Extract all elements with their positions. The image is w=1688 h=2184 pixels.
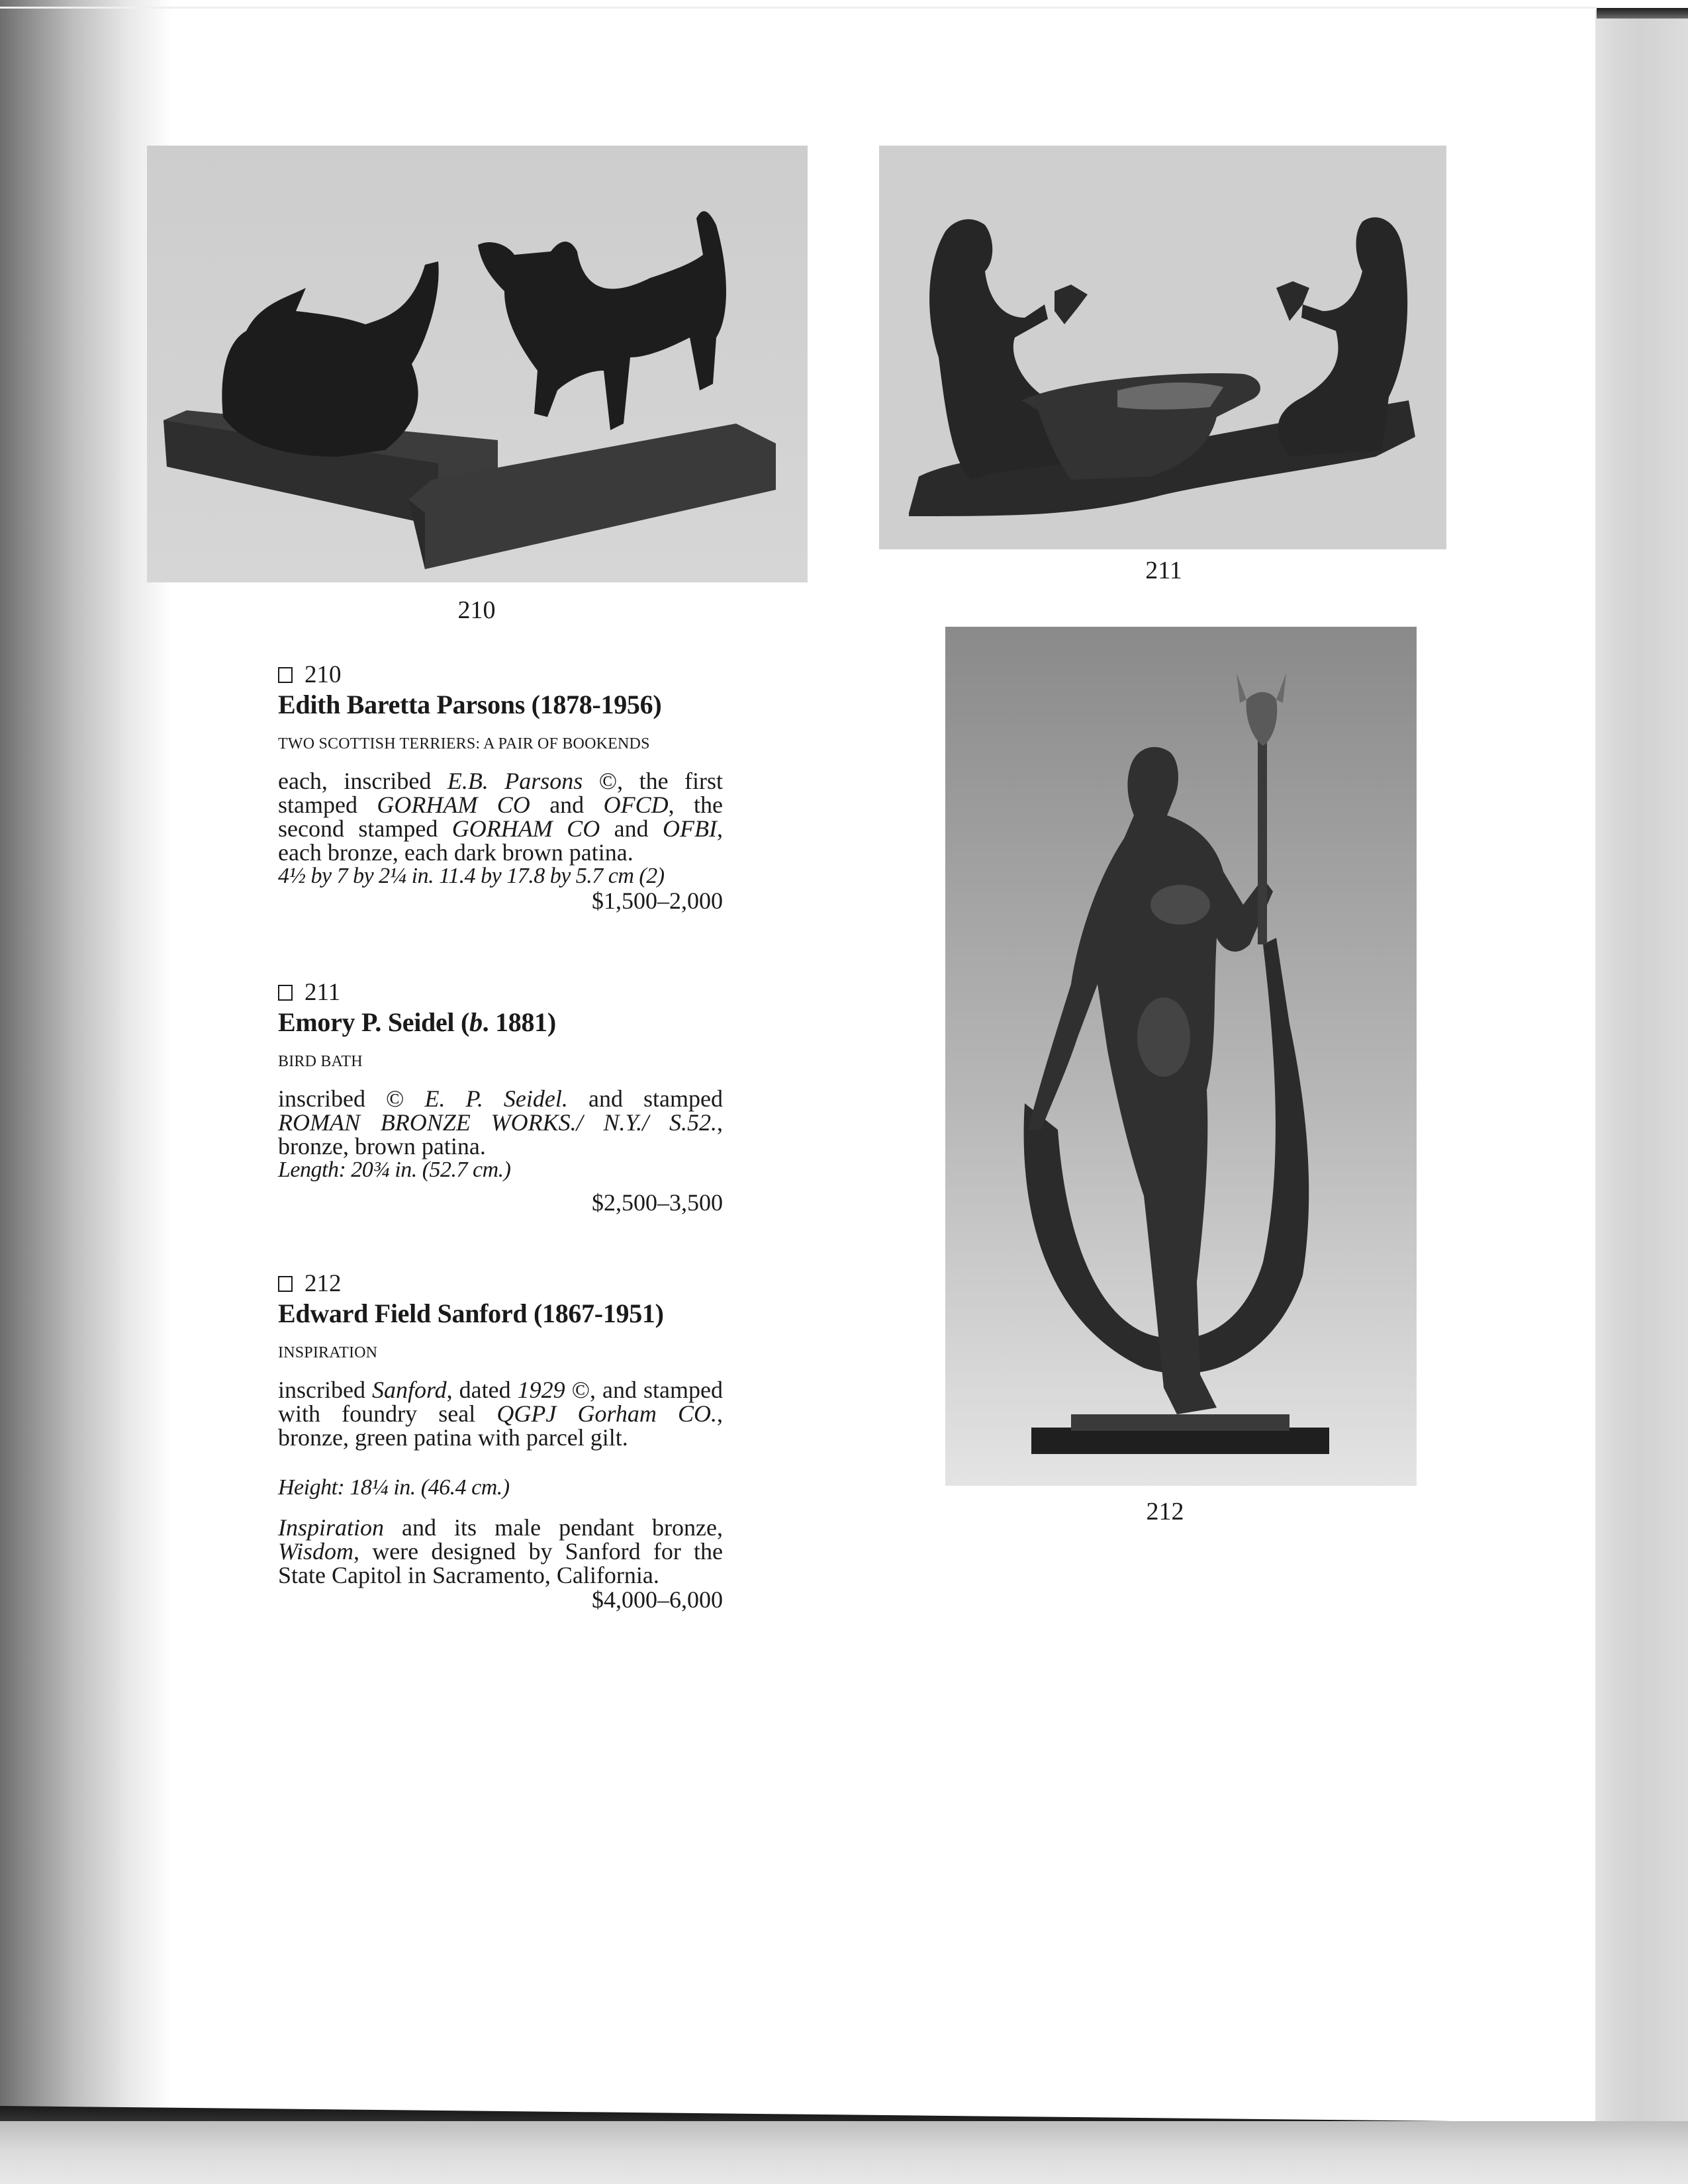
desc-inscription: Sanford [371, 1377, 447, 1403]
scan-shadow-bottom [0, 2121, 1688, 2184]
desc-text: ©, the first stamped [278, 768, 724, 818]
lot-dimensions: 4½ by 7 by 2¼ in. 11.4 by 17.8 by 5.7 cm (2) [278, 864, 665, 888]
lot-description [278, 1378, 723, 1449]
lot-description [278, 1087, 723, 1158]
artist-born-prefix: b [469, 1007, 483, 1037]
artist-name-text: Emory P. Seidel ( [278, 1007, 469, 1037]
desc-date: 1929 [517, 1377, 565, 1403]
note-title: Inspiration [278, 1514, 385, 1541]
terrier-bookends-illustration [147, 146, 808, 582]
lot-dimensions: Height: 18¼ in. (46.4 cm.) [278, 1475, 510, 1500]
desc-text: and [530, 792, 604, 818]
scan-shadow-right [1595, 9, 1688, 2184]
desc-stamp: GORHAM CO [377, 792, 530, 818]
lot-estimate: $4,000–6,000 [592, 1586, 723, 1613]
desc-text: each, inscribed [278, 768, 447, 794]
lot-checkbox-icon [278, 985, 293, 1001]
lot-212 [278, 1271, 723, 1612]
artist-name [278, 1007, 723, 1038]
desc-inscription: E. P. Seidel. [424, 1085, 568, 1112]
lot-number-row [278, 1271, 723, 1297]
note-text: , were designed by Sanford for the State Capitol in Sacramento, California. [278, 1538, 723, 1588]
desc-text: , each bronze, each dark brown patina. [278, 815, 724, 866]
lot-note [278, 1516, 723, 1587]
lot-title: BIRD BATH [278, 1053, 363, 1070]
artist-born-year: . 1881) [482, 1007, 556, 1037]
desc-stamp: ROMAN BRONZE WORKS./ N.Y./ S.52. [278, 1109, 717, 1136]
scan-edge-right-top [1597, 8, 1688, 19]
note-pendant-title: Wisdom [278, 1538, 354, 1565]
desc-text: , dated [446, 1377, 518, 1403]
lot-title: INSPIRATION [278, 1344, 378, 1361]
desc-text: and stamped [567, 1085, 723, 1112]
desc-text: , bronze, green patina with parcel gilt. [278, 1400, 723, 1451]
lot-number: 212 [305, 1270, 342, 1297]
caption-lot-211: 211 [1145, 557, 1182, 584]
desc-text: , the second stamped [278, 792, 723, 842]
desc-text: inscribed [278, 1377, 372, 1403]
desc-text: , bronze, brown patina. [278, 1109, 723, 1160]
inspiration-statue-illustration [945, 627, 1417, 1486]
lot-number-row [278, 979, 723, 1006]
artist-name: Edward Field Sanford (1867-1951) [278, 1298, 664, 1328]
lot-number: 211 [305, 979, 341, 1006]
scan-edge-top [0, 7, 1597, 9]
lot-estimate: $2,500–3,500 [592, 1189, 723, 1216]
desc-text: inscribed © [278, 1085, 425, 1112]
bird-bath-illustration [879, 146, 1446, 549]
lot-checkbox-icon [278, 667, 293, 683]
lot-number: 210 [305, 661, 342, 688]
photo-lot-212 [945, 627, 1417, 1486]
lot-estimate: $1,500–2,000 [592, 887, 723, 914]
lot-210 [278, 662, 723, 913]
caption-lot-212: 212 [1146, 1498, 1184, 1525]
caption-lot-210: 210 [457, 596, 496, 624]
desc-stamp: GORHAM CO [451, 815, 600, 842]
desc-stamp: QGPJ Gorham CO. [496, 1400, 717, 1427]
lot-description [278, 769, 723, 864]
desc-stamp: OFCD [603, 792, 669, 818]
desc-inscription: E.B. Parsons [447, 768, 583, 794]
artist-name: Edith Baretta Parsons (1878-1956) [278, 690, 662, 719]
note-text: and its male pendant bronze, [384, 1514, 723, 1541]
photo-lot-210 [147, 146, 808, 582]
lot-checkbox-icon [278, 1276, 293, 1292]
lot-211 [278, 979, 723, 1215]
scan-shadow-left [0, 0, 172, 2184]
photo-lot-211 [879, 146, 1446, 549]
lot-dimensions: Length: 20¾ in. (52.7 cm.) [278, 1158, 511, 1182]
desc-stamp: OFBI [663, 815, 718, 842]
lot-title: TWO SCOTTISH TERRIERS: A PAIR OF BOOKENDS [278, 735, 650, 752]
desc-text: and [600, 815, 663, 842]
lot-number-row [278, 662, 723, 688]
desc-text: ©, and stamped with foundry seal [278, 1377, 723, 1427]
